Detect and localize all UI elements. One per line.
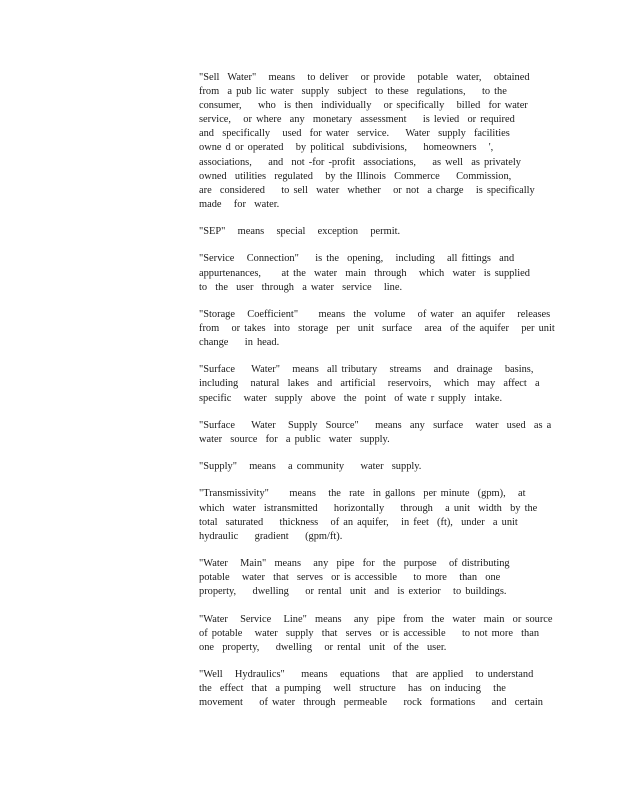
definition-surface-water-supply-source (199, 419, 552, 447)
text-line: hydraulic gradient (gpm/ft). (199, 530, 343, 542)
definition-water-main (199, 557, 529, 599)
definition-transmissivity (199, 487, 538, 543)
text-line: the effect that a pumping well structure has on inducing the (199, 683, 506, 695)
text-line: "Well Hydraulics" means equations that are applied to understand (199, 668, 534, 680)
definition-surface-water (199, 363, 540, 405)
text-line: consumer, who is then individually or specifically billed for water (199, 100, 528, 112)
text-line: "Storage Coefficient" means the volume of water an aquifer releases (199, 308, 551, 320)
text-line: movement of water through permeable rock formations and certain (199, 697, 543, 709)
text-line: owned utilities regulated by the Illinois Commerce Commission, (199, 170, 512, 182)
definition-sell-water (199, 71, 535, 212)
text-line: associations, and not -for -profit associations, as well as privately (199, 156, 521, 168)
definition-water-service-line (199, 613, 553, 655)
text-line: "Sell Water" means to deliver or provide potable water, obtained (199, 72, 530, 83)
text-line: of potable water supply that serves or is accessible to not more than (199, 627, 540, 639)
text-line: are considered to sell water whether or not a charge is specifically (199, 184, 535, 196)
text-line: "Surface Water Supply Source" means any surface water used as a (199, 419, 552, 431)
text-line: service, or where any monetary assessment is levied or required (199, 114, 515, 126)
text-line: "Supply" means a community water supply. (199, 461, 422, 473)
text-line: total saturated thickness of an aquifer, in feet (ft), under a unit (199, 516, 518, 528)
text-line: "Water Service Line" means any pipe from the water main or source (199, 613, 553, 625)
text-line: from a pub lic water supply subject to these regulations, to the (199, 86, 507, 98)
text-line: specific water supply above the point of wate r supply intake. (199, 392, 503, 404)
text-line: "Transmissivity" means the rate in gallons per minute (gpm), at (199, 488, 526, 500)
text-line: and specifically used for water service. Water supply facilities (199, 128, 510, 140)
definition-supply (199, 460, 529, 474)
definition-well-hydraulics (199, 668, 543, 710)
text-line: change in head. (199, 337, 280, 349)
text-line: owne d or operated by political subdivisions, homeowners ', (199, 142, 494, 154)
text-line: water source for a public water supply. (199, 433, 390, 445)
text-line: "SEP" means special exception permit. (199, 226, 401, 238)
text-line: appurtenances, at the water main through which water is supplied (199, 267, 530, 279)
text-line: including natural lakes and artificial reservoirs, which may affect a (199, 378, 540, 390)
definition-sep (199, 225, 529, 239)
text-line: "Service Connection" is the opening, including all fittings and (199, 253, 515, 265)
definition-storage-coefficient (199, 308, 555, 350)
text-line: from or takes into storage per unit surface area of the aquifer per unit (199, 322, 555, 334)
text-line: to the user through a water service line. (199, 281, 403, 293)
text-line: "Surface Water" means all tributary streams and drainage basins, (199, 364, 534, 376)
text-line: property, dwelling or rental unit and is exterior to buildings. (199, 586, 507, 598)
text-line: "Water Main" means any pipe for the purpose of distributing (199, 558, 510, 570)
text-line: which water istransmitted horizontally through a unit width by the (199, 502, 538, 514)
definition-service-connection (199, 252, 529, 294)
text-line: one property, dwelling or rental unit of the user. (199, 641, 447, 653)
text-line: made for water. (199, 198, 280, 210)
text-line: potable water that serves or is accessible to more than one (199, 572, 501, 584)
definitions-text (199, 71, 555, 723)
